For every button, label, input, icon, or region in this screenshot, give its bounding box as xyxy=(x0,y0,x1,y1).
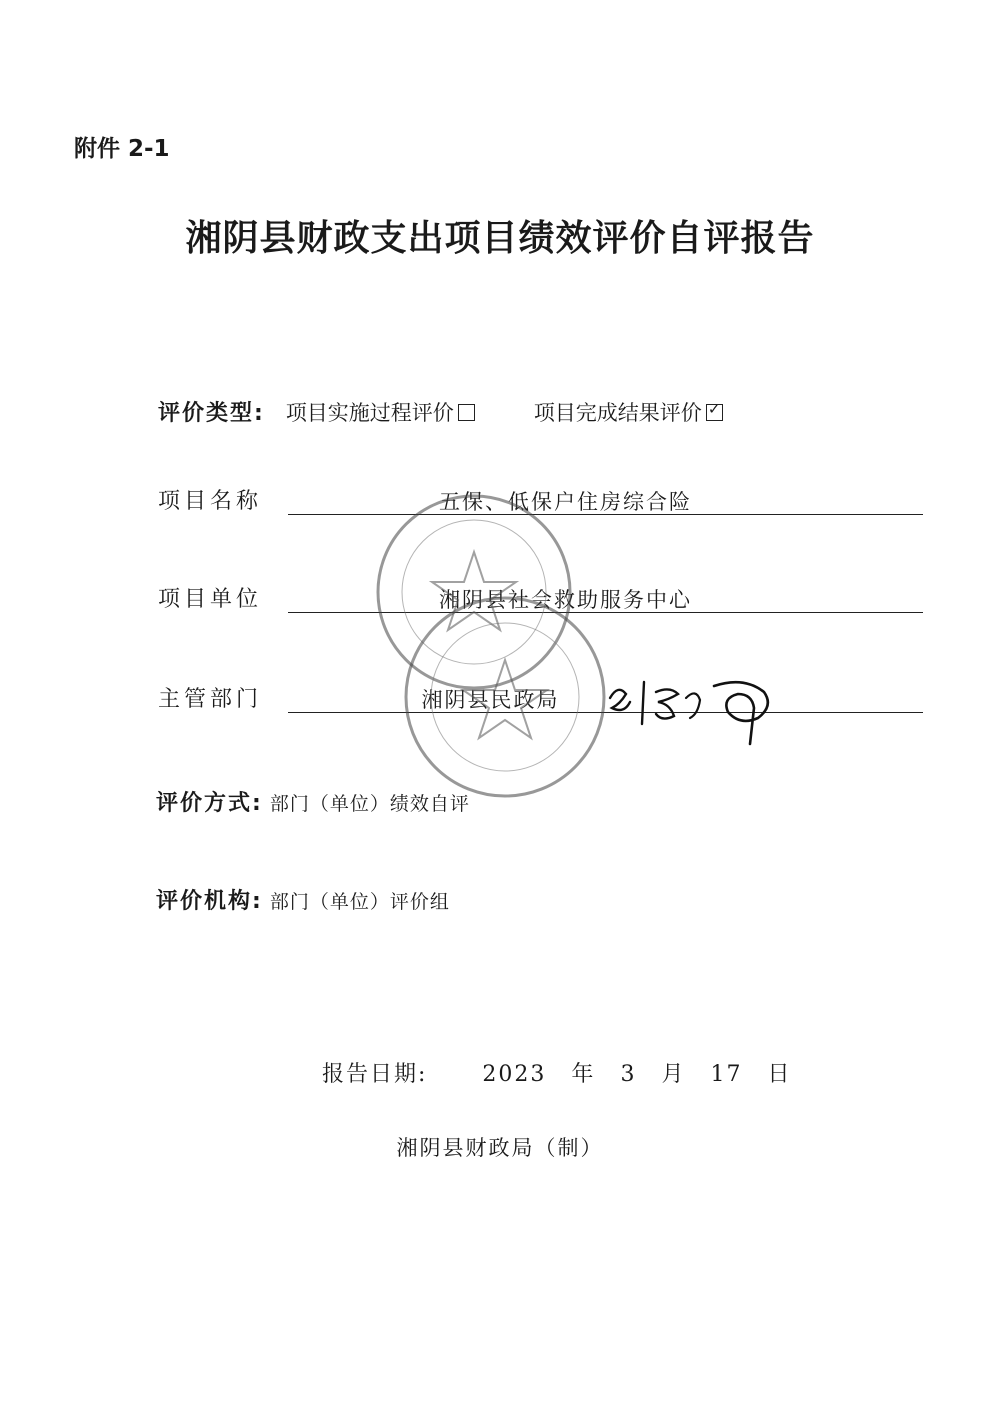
evaluation-type-row xyxy=(158,396,723,427)
project-name-label: 项目名称 xyxy=(158,489,263,514)
agency-label: 评价机构: xyxy=(156,889,263,914)
report-date xyxy=(322,1057,807,1088)
option-result-label: 项目完成结果评价 xyxy=(533,401,702,425)
supervisor-label: 主管部门 xyxy=(158,687,263,712)
agency-row xyxy=(156,884,450,915)
annex-label: 附件 2-1 xyxy=(74,136,170,162)
method-row xyxy=(156,786,470,817)
report-date-day-unit: 日 xyxy=(767,1062,792,1087)
handwritten-signature xyxy=(604,668,780,748)
supervisor-value: 湘阴县民政局 xyxy=(421,688,560,712)
project-unit-label: 项目单位 xyxy=(158,587,263,612)
evaluation-type-label: 评价类型: xyxy=(158,401,265,426)
report-date-year-unit: 年 xyxy=(571,1062,596,1087)
report-date-month: 3 xyxy=(620,1062,637,1087)
issuer: 湘阴县财政局（制） xyxy=(396,1136,604,1160)
agency-value: 部门（单位）评价组 xyxy=(269,891,450,913)
report-date-day: 17 xyxy=(710,1062,743,1087)
report-date-year: 2023 xyxy=(482,1062,547,1087)
report-date-month-unit: 月 xyxy=(661,1062,686,1087)
method-value: 部门（单位）绩效自评 xyxy=(269,793,470,815)
report-title: 湘阴县财政支出项目绩效评价自评报告 xyxy=(185,217,815,259)
project-unit-row xyxy=(158,582,923,622)
report-date-label: 报告日期: xyxy=(322,1062,428,1087)
option-process-checkbox[interactable] xyxy=(458,404,475,421)
method-label: 评价方式: xyxy=(156,791,263,816)
project-unit-value: 湘阴县社会救助服务中心 xyxy=(439,588,692,612)
project-name-value: 五保、低保户住房综合险 xyxy=(439,490,692,514)
project-name-row xyxy=(158,484,923,524)
supervisor-row xyxy=(158,682,923,722)
option-process-label: 项目实施过程评价 xyxy=(285,401,454,425)
option-result-checkbox[interactable] xyxy=(706,404,723,421)
